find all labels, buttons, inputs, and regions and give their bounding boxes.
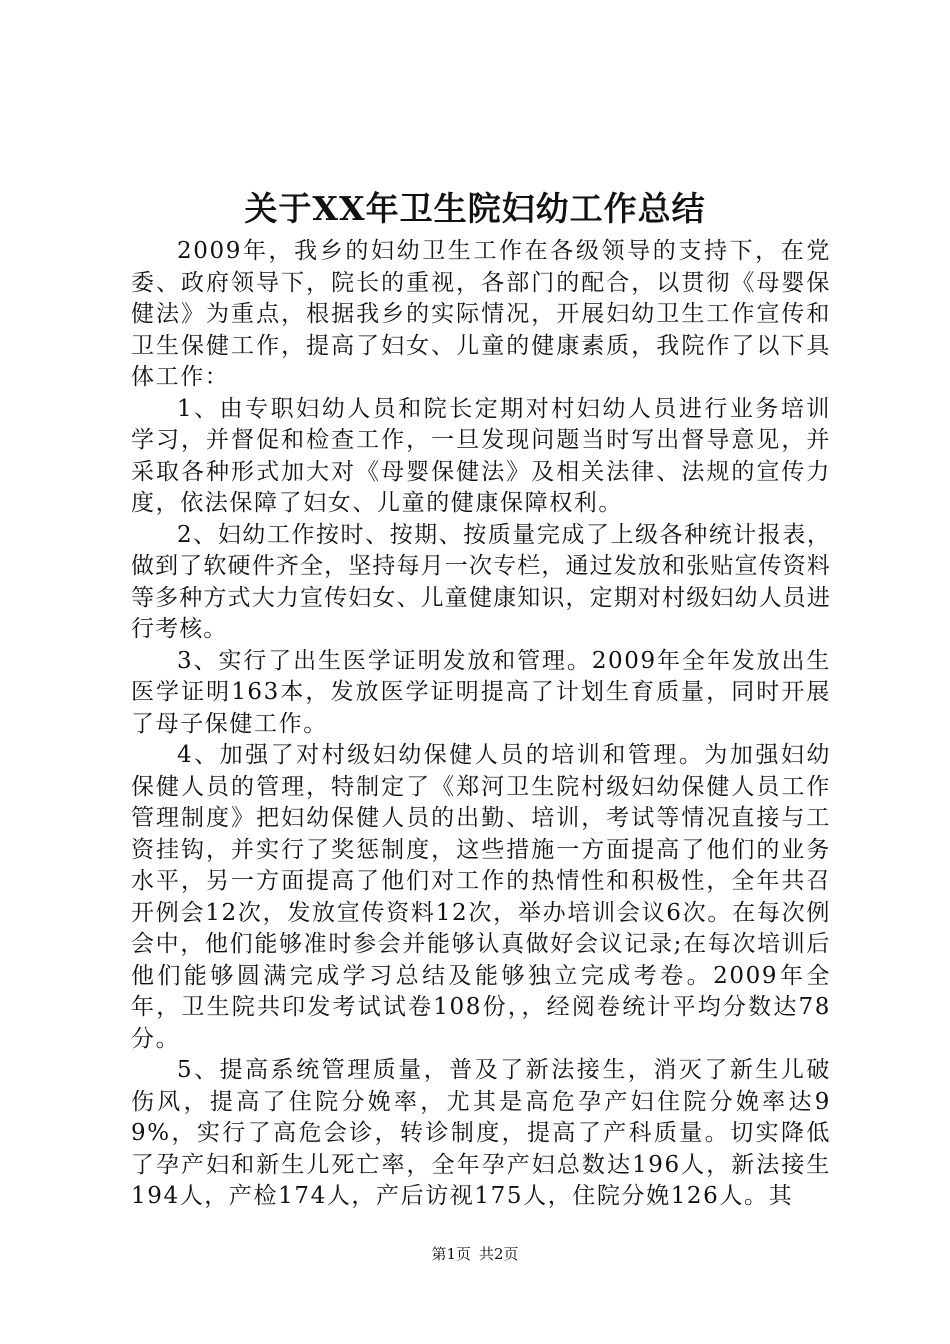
page-number: 第1页	[431, 1245, 471, 1263]
paragraph-intro: 2009年，我乡的妇幼卫生工作在各级领导的支持下，在党委、政府领导下，院长的重视，各部门的配合，以贯彻《母婴保健法》为重点，根据我乡的实际情况，开展妇幼卫生工作宣传和卫生保健工作，提高了妇女、儿童的健康素质，我院作了以下具体工作：	[131, 238, 831, 390]
paragraph-item-5: 5、提高系统管理质量，普及了新法接生，消灭了新生儿破伤风，提高了住院分娩率，尤其是高危孕产妇住院分娩率达99%，实行了高危会诊，转诊制度，提高了产科质量。切实降低了孕产妇和新生儿死亡率，全年孕产妇总数达196人，新法接生194人，产检174人，产后访视175人，住院分娩126人。其	[131, 1057, 831, 1209]
paragraph-item-2: 2、妇幼工作按时、按期、按质量完成了上级各种统计报表，做到了软硬件齐全，坚持每月一次专栏，通过发放和张贴宣传资料等多种方式大力宣传妇女、儿童健康知识，定期对村级妇幼人员进行考核。	[131, 521, 831, 642]
page-total: 共2页	[479, 1245, 519, 1263]
page-footer	[0, 1243, 950, 1265]
paragraph-item-4: 4、加强了对村级妇幼保健人员的培训和管理。为加强妇幼保健人员的管理，特制定了《郑河卫生院村级妇幼保健人员工作管理制度》把妇幼保健人员的出勤、培训，考试等情况直接与工资挂钩，并实行了奖惩制度，这些措施一方面提高了他们的业务水平，另一方面提高了他们对工作的热情性和积极性，全年共召开例会12次，发放宣传资料12次，举办培训会议6次。在每次例会中，他们能够准时参会并能够认真做好会议记录;在每次培训后他们能够圆满完成学习总结及能够独立完成考卷。2009年全年，卫生院共印发考试试卷108份，，经阅卷统计平均分数达78分。	[131, 742, 831, 1052]
paragraph-item-1: 1、由专职妇幼人员和院长定期对村妇幼人员进行业务培训学习，并督促和检查工作，一旦发现问题当时写出督导意见，并采取各种形式加大对《母婴保健法》及相关法律、法规的宣传力度，依法保障了妇女、儿童的健康保障权利。	[131, 395, 831, 516]
document-title: 关于XX年卫生院妇幼工作总结	[244, 189, 706, 228]
paragraph-item-3: 3、实行了出生医学证明发放和管理。2009年全年发放出生医学证明163本，发放医学证明提高了计划生育质量，同时开展了母子保健工作。	[131, 647, 831, 737]
document-body	[131, 236, 831, 1213]
